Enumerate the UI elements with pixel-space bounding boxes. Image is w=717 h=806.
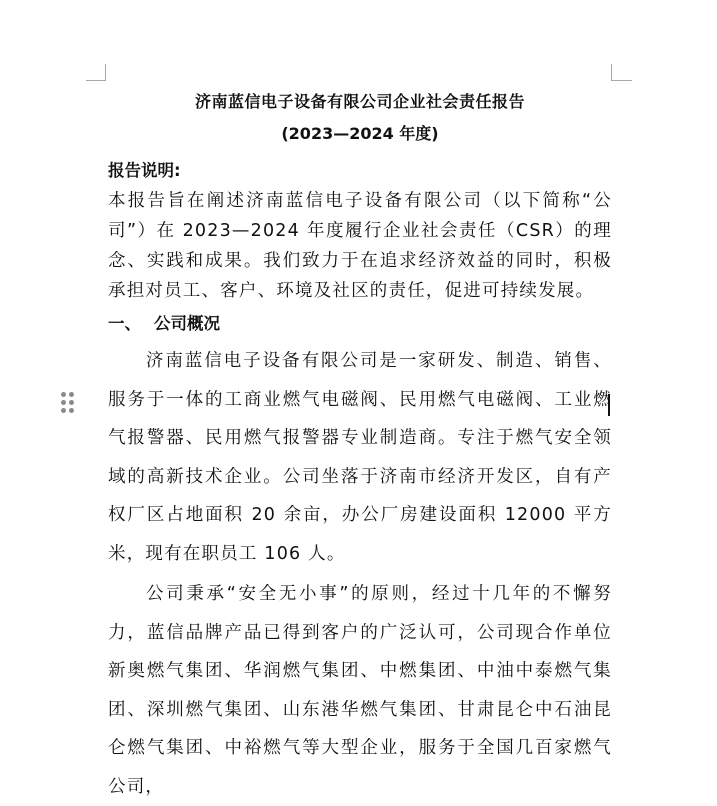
crop-mark-top-left [86, 64, 106, 81]
section-1-paragraph-2: 公司秉承“安全无小事”的原则，经过十几年的不懈努力，蓝信品牌产品已得到客户的广泛认可，公司现合作单位新奥燃气集团、华润燃气集团、中燃集团、中油中泰燃气集团、深圳燃气集团、山东港华燃气集团、甘肃昆仑中石油昆仑燃气集团、中裕燃气等大型企业，服务于全国几百家燃气公司， [108, 584, 612, 797]
report-subtitle: (2023—2024 年度) [281, 124, 439, 143]
report-title: 济南蓝信电子设备有限公司企业社会责任报告 [194, 92, 525, 111]
section-1-number: 一、 [108, 314, 141, 333]
drag-handle-icon[interactable] [61, 392, 77, 416]
intro-paragraph: 本报告旨在阐述济南蓝信电子设备有限公司（以下简称“公司”）在 2023—2024 年度履行企业社会责任（CSR）的理念、实践和成果。我们致力于在追求经济效益的同时，积极承担对员工、客户、环境及社区的责任，促进可持续发展。 [108, 191, 612, 301]
section-1-title: 公司概况 [154, 314, 220, 333]
crop-mark-top-right [611, 64, 632, 81]
section-1-heading [108, 306, 612, 342]
document-body[interactable] [108, 86, 612, 806]
report-description-heading: 报告说明: [108, 161, 181, 180]
section-1-paragraph-1: 济南蓝信电子设备有限公司是一家研发、制造、销售、服务于一体的工商业燃气电磁阀、民用燃气电磁阀、工业燃气报警器、民用燃气报警器专业制造商。专注于燃气安全领域的高新技术企业。公司坐落于济南市经济开发区，自有产权厂区占地面积 20 余亩，办公厂房建设面积 12000 平方米，现有在职员工 106 人。 [108, 351, 612, 564]
